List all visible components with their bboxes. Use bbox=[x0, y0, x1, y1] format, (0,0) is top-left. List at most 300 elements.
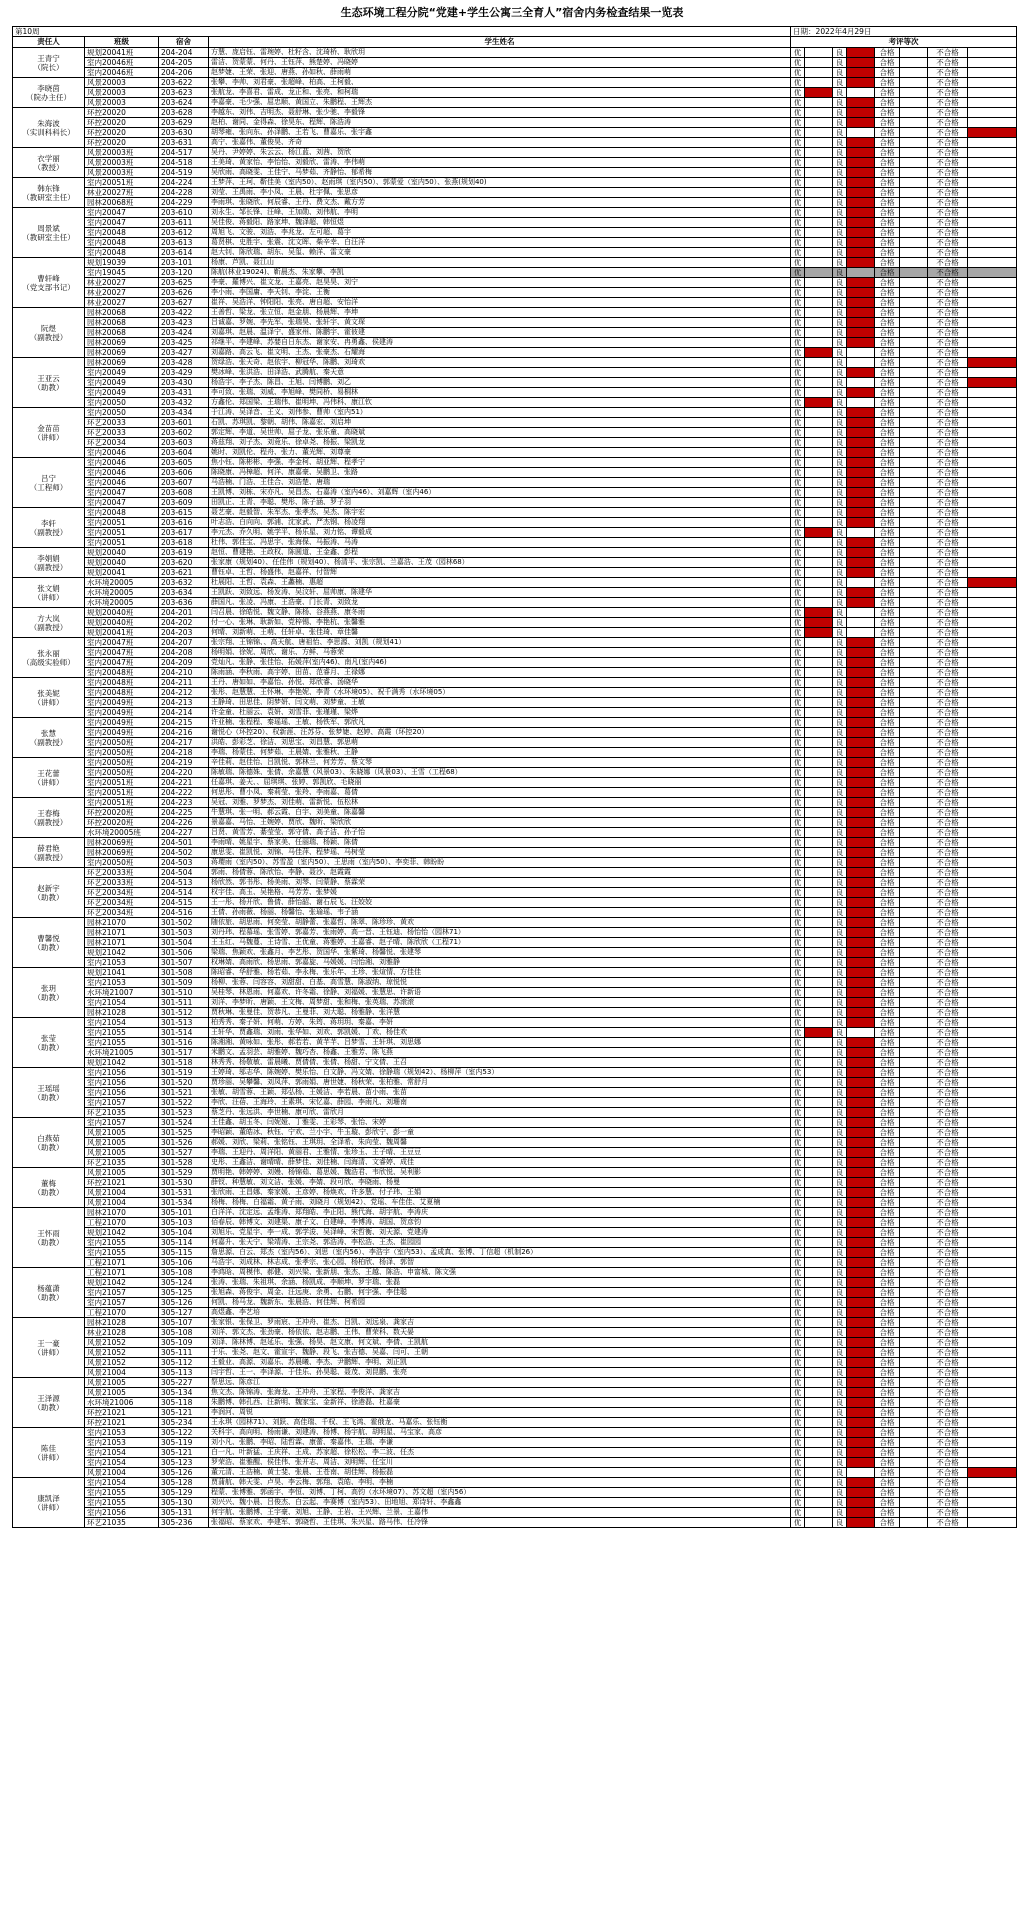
grade-label: 不合格 bbox=[928, 278, 968, 288]
grade-mark-cell bbox=[968, 848, 1017, 858]
grade-label: 优 bbox=[791, 1418, 805, 1428]
students-cell: 王一彤、杨开欣、鲁倩、薛怡韶、谢石辰飞、汪姣姣 bbox=[209, 898, 791, 908]
grade-mark-cell bbox=[900, 1088, 928, 1098]
table-row bbox=[13, 398, 1017, 408]
grade-mark bbox=[968, 358, 1017, 368]
grade-label: 不合格 bbox=[928, 978, 968, 988]
grade-label: 合格 bbox=[875, 498, 900, 508]
class-cell: 室内21056 bbox=[85, 1068, 159, 1078]
students-cell: 高煜鑫、李艺培 bbox=[209, 1308, 791, 1318]
students-cell: 刘洋、李梦昕、唐颖、王文梅、周梦甜、张和梅、张英瑞、苏滚滚 bbox=[209, 998, 791, 1008]
students-cell: 王玉红、马魏蔓、王诗雪、王优童、蒋雅婷、王嘉睿、赵子晴、陈欣欣（工程71） bbox=[209, 938, 791, 948]
table-row bbox=[13, 718, 1017, 728]
grade-mark-cell bbox=[968, 1408, 1017, 1418]
grade-mark-cell bbox=[900, 358, 928, 368]
grade-label: 不合格 bbox=[928, 868, 968, 878]
grade-mark-cell bbox=[968, 468, 1017, 478]
grade-label: 良 bbox=[833, 838, 847, 848]
col-dorm: 宿舍 bbox=[159, 37, 209, 48]
grade-label: 不合格 bbox=[928, 1108, 968, 1118]
table-row bbox=[13, 538, 1017, 548]
students-cell: 何嘉升、张天宁、梁靖涛、王宗尧、郭浩涛、李松浩、王杰、崔园园 bbox=[209, 1238, 791, 1248]
class-cell: 风景21004 bbox=[85, 1368, 159, 1378]
responsible-title: （副教授） bbox=[29, 852, 68, 862]
grade-mark-cell bbox=[805, 578, 833, 588]
grade-mark-cell bbox=[968, 398, 1017, 408]
grade-label: 合格 bbox=[875, 1328, 900, 1338]
grade-mark-cell bbox=[968, 368, 1017, 378]
grade-mark bbox=[847, 1328, 875, 1338]
grade-label: 合格 bbox=[875, 1278, 900, 1288]
grade-label: 良 bbox=[833, 628, 847, 638]
class-cell: 园林20069 bbox=[85, 338, 159, 348]
grade-label: 不合格 bbox=[928, 458, 968, 468]
students-cell: 陈晓康、冯樟超、何洋、康嘉豪、吴鹏卫、张路 bbox=[209, 468, 791, 478]
grade-mark bbox=[847, 488, 875, 498]
table-row bbox=[13, 748, 1017, 758]
grade-label: 不合格 bbox=[928, 918, 968, 928]
responsible-title: （副教授） bbox=[29, 527, 68, 537]
grade-label: 合格 bbox=[875, 1048, 900, 1058]
grade-label: 优 bbox=[791, 1198, 805, 1208]
grade-label: 合格 bbox=[875, 958, 900, 968]
grade-label: 良 bbox=[833, 1248, 847, 1258]
class-cell: 园林20069班 bbox=[85, 848, 159, 858]
grade-label: 良 bbox=[833, 748, 847, 758]
grade-mark bbox=[847, 408, 875, 418]
grade-label: 优 bbox=[791, 1058, 805, 1068]
responsible-name: 李轩 bbox=[41, 518, 56, 528]
responsible-cell bbox=[13, 508, 85, 548]
grade-label: 合格 bbox=[875, 1438, 900, 1448]
grade-label: 不合格 bbox=[928, 768, 968, 778]
dorm-cell: 305-115 bbox=[159, 1248, 209, 1258]
class-cell: 室内20046 bbox=[85, 478, 159, 488]
grade-label: 不合格 bbox=[928, 438, 968, 448]
grade-label: 优 bbox=[791, 98, 805, 108]
table-row bbox=[13, 1338, 1017, 1348]
grade-mark-cell bbox=[805, 1108, 833, 1118]
grade-label: 不合格 bbox=[928, 148, 968, 158]
grade-mark-cell bbox=[968, 1118, 1017, 1128]
dorm-cell: 203-613 bbox=[159, 238, 209, 248]
grade-label: 不合格 bbox=[928, 558, 968, 568]
dorm-cell: 301-525 bbox=[159, 1128, 209, 1138]
table-row bbox=[13, 998, 1017, 1008]
grade-label: 不合格 bbox=[928, 478, 968, 488]
grade-mark bbox=[847, 198, 875, 208]
grade-label: 不合格 bbox=[928, 848, 968, 858]
class-cell: 环控20020班 bbox=[85, 818, 159, 828]
grade-label: 不合格 bbox=[928, 958, 968, 968]
grade-label: 不合格 bbox=[928, 428, 968, 438]
grade-mark bbox=[847, 908, 875, 918]
grade-label: 合格 bbox=[875, 98, 900, 108]
grade-mark bbox=[847, 288, 875, 298]
dorm-cell: 305-111 bbox=[159, 1348, 209, 1358]
students-cell: 王美琦、黄家怡、李怡怡、刘毅欣、雷涛、李伟萌 bbox=[209, 158, 791, 168]
class-cell: 工程21070 bbox=[85, 1308, 159, 1318]
grade-mark-cell bbox=[805, 1198, 833, 1208]
responsible-title: （讲师） bbox=[33, 1347, 64, 1357]
table-row bbox=[13, 938, 1017, 948]
class-cell: 室内20050 bbox=[85, 398, 159, 408]
grade-mark bbox=[847, 848, 875, 858]
grade-label: 良 bbox=[833, 558, 847, 568]
grade-label: 不合格 bbox=[928, 1438, 968, 1448]
grade-mark-cell bbox=[968, 1268, 1017, 1278]
students-cell: 李雨琪、张晓欣、何辰睿、王丹、费文杰、戴方芳 bbox=[209, 198, 791, 208]
responsible-cell bbox=[13, 408, 85, 458]
grade-mark-cell bbox=[968, 388, 1017, 398]
grade-label: 优 bbox=[791, 1488, 805, 1498]
grade-mark-cell bbox=[900, 138, 928, 148]
grade-mark-cell bbox=[805, 848, 833, 858]
grade-mark-cell bbox=[900, 1078, 928, 1088]
grade-mark-cell bbox=[900, 58, 928, 68]
grade-label: 良 bbox=[833, 978, 847, 988]
grade-label: 不合格 bbox=[928, 528, 968, 538]
grade-label: 优 bbox=[791, 608, 805, 618]
class-cell: 室内21056 bbox=[85, 1078, 159, 1088]
class-cell: 风景20003 bbox=[85, 88, 159, 98]
grade-mark-cell bbox=[900, 888, 928, 898]
grade-mark-cell bbox=[900, 1158, 928, 1168]
grade-label: 不合格 bbox=[928, 1398, 968, 1408]
class-cell: 水环境21006 bbox=[85, 1398, 159, 1408]
grade-mark-cell bbox=[968, 198, 1017, 208]
grade-label: 优 bbox=[791, 1008, 805, 1018]
grade-mark-cell bbox=[805, 1498, 833, 1508]
grade-mark-cell bbox=[968, 1508, 1017, 1518]
dorm-cell: 305-121 bbox=[159, 1448, 209, 1458]
students-cell: 刘旭乐、党星宇、李一成、郭学浚、吴泽峰、宋哲衡、刘天源、党建涛 bbox=[209, 1228, 791, 1238]
info-row bbox=[13, 27, 1017, 37]
grade-mark-cell bbox=[805, 938, 833, 948]
table-row bbox=[13, 1488, 1017, 1498]
grade-mark-cell bbox=[900, 988, 928, 998]
grade-mark bbox=[847, 318, 875, 328]
grade-label: 合格 bbox=[875, 1088, 900, 1098]
table-row bbox=[13, 128, 1017, 138]
students-cell: 詹思源、白云、郑杰（室内56）、刘思（室内56）、李浩宇（室内53）、孟成真、张博、丁信超（机制26） bbox=[209, 1248, 791, 1258]
grade-label: 良 bbox=[833, 1148, 847, 1158]
grade-label: 合格 bbox=[875, 628, 900, 638]
grade-mark-cell bbox=[968, 228, 1017, 238]
table-row bbox=[13, 958, 1017, 968]
grade-mark-cell bbox=[968, 478, 1017, 488]
grade-label: 优 bbox=[791, 438, 805, 448]
grade-mark bbox=[847, 1308, 875, 1318]
grade-label: 良 bbox=[833, 1338, 847, 1348]
grade-label: 良 bbox=[833, 208, 847, 218]
class-cell: 林业20027班 bbox=[85, 188, 159, 198]
grade-mark-cell bbox=[968, 1038, 1017, 1048]
grade-mark-cell bbox=[900, 518, 928, 528]
class-cell: 室内21055 bbox=[85, 1028, 159, 1038]
col-students: 学生姓名 bbox=[209, 37, 791, 48]
table-row bbox=[13, 138, 1017, 148]
students-cell: 何思彤、曹小凤、秦莉莹、张羚、李雨嘉、葛倩 bbox=[209, 788, 791, 798]
table-row bbox=[13, 1188, 1017, 1198]
grade-label: 良 bbox=[833, 988, 847, 998]
class-cell: 室内20051班 bbox=[85, 778, 159, 788]
grade-label: 良 bbox=[833, 1038, 847, 1048]
grade-mark-cell bbox=[968, 178, 1017, 188]
grade-label: 合格 bbox=[875, 1488, 900, 1498]
grade-label: 良 bbox=[833, 68, 847, 78]
grade-label: 优 bbox=[791, 208, 805, 218]
class-cell: 室内21053 bbox=[85, 1438, 159, 1448]
grade-mark-cell bbox=[968, 448, 1017, 458]
grade-mark-cell bbox=[805, 1468, 833, 1478]
grade-label: 良 bbox=[833, 428, 847, 438]
grade-label: 不合格 bbox=[928, 1478, 968, 1488]
students-cell: 樊冰峰、张洪浩、田泽浩、武腾航、秦天意 bbox=[209, 368, 791, 378]
grade-label: 不合格 bbox=[928, 1498, 968, 1508]
dorm-cell: 301-514 bbox=[159, 1028, 209, 1038]
students-cell: 赵恒、曹建艳、王政权、陈圆道、王金鑫、彭程 bbox=[209, 548, 791, 558]
students-cell: 陈昭睿、华舒雅、杨若茹、李永梅、张乐年、王珍、张煊情、方佳佳 bbox=[209, 968, 791, 978]
table-row bbox=[13, 1018, 1017, 1028]
dorm-cell: 204-519 bbox=[159, 168, 209, 178]
students-cell: 洪皓、彭彩芝、徐洁、刘思宝、刘昌慧、郭思萌 bbox=[209, 738, 791, 748]
grade-mark-cell bbox=[900, 568, 928, 578]
grade-mark bbox=[847, 1138, 875, 1148]
grade-mark-cell bbox=[968, 428, 1017, 438]
table-row bbox=[13, 108, 1017, 118]
dorm-cell: 204-215 bbox=[159, 718, 209, 728]
students-cell: 史彤、王鑫洁、谢晴晴、薛梦佳、刘佳楠、闫海清、文睿婷、成佳 bbox=[209, 1158, 791, 1168]
table-row bbox=[13, 1218, 1017, 1228]
dorm-cell: 204-227 bbox=[159, 828, 209, 838]
grade-label: 优 bbox=[791, 1268, 805, 1278]
class-cell: 环艺21035 bbox=[85, 1518, 159, 1528]
grade-label: 不合格 bbox=[928, 1268, 968, 1278]
students-cell: 贾明艳、韩婷婷、刘嫚、杨锦茹、葛思媛、魏浩君、韦欣悦、吴利影 bbox=[209, 1168, 791, 1178]
grade-label: 优 bbox=[791, 1238, 805, 1248]
grade-mark bbox=[847, 998, 875, 1008]
grade-label: 良 bbox=[833, 1218, 847, 1228]
grade-label: 不合格 bbox=[928, 998, 968, 1008]
students-cell: 张欣雨、王昌娜、秦家媛、王彦婷、杨焕欢、许多慧、付子玮、王娟 bbox=[209, 1188, 791, 1198]
grade-mark bbox=[847, 818, 875, 828]
grade-mark-cell bbox=[805, 1338, 833, 1348]
students-cell: 吕诚嘉、罗婉、李先军、张瑞昊、张轩宇、黄文琛 bbox=[209, 318, 791, 328]
grade-mark-cell bbox=[968, 458, 1017, 468]
grade-mark-cell bbox=[900, 1418, 928, 1428]
dorm-cell: 204-502 bbox=[159, 848, 209, 858]
responsible-name: 张玥 bbox=[41, 983, 56, 993]
grade-label: 良 bbox=[833, 1308, 847, 1318]
students-cell: 梁瑞、焦颖欢、张鑫月、李艺彤、贺国华、张紫琦、杨馨悦、张建琴 bbox=[209, 948, 791, 958]
responsible-cell bbox=[13, 608, 85, 638]
grade-label: 合格 bbox=[875, 1068, 900, 1078]
grade-mark-cell bbox=[900, 438, 928, 448]
grade-label: 不合格 bbox=[928, 928, 968, 938]
dorm-cell: 204-214 bbox=[159, 708, 209, 718]
responsible-name: 张永丽 bbox=[37, 648, 60, 658]
dorm-cell: 305-101 bbox=[159, 1208, 209, 1218]
table-row bbox=[13, 288, 1017, 298]
grade-mark bbox=[847, 308, 875, 318]
grade-mark-cell bbox=[805, 638, 833, 648]
dorm-cell: 203-623 bbox=[159, 88, 209, 98]
grade-mark-cell bbox=[900, 1178, 928, 1188]
class-cell: 室内20048 bbox=[85, 238, 159, 248]
responsible-cell bbox=[13, 718, 85, 758]
table-row bbox=[13, 878, 1017, 888]
class-cell: 水环境21005 bbox=[85, 1048, 159, 1058]
grade-mark-cell bbox=[968, 528, 1017, 538]
class-cell: 水环境20005 bbox=[85, 578, 159, 588]
grade-label: 合格 bbox=[875, 418, 900, 428]
grade-label: 良 bbox=[833, 1028, 847, 1038]
grade-mark-cell bbox=[805, 128, 833, 138]
grade-label: 优 bbox=[791, 868, 805, 878]
grade-mark-cell bbox=[900, 338, 928, 348]
grade-label: 良 bbox=[833, 398, 847, 408]
dorm-cell: 301-509 bbox=[159, 978, 209, 988]
grade-label: 良 bbox=[833, 468, 847, 478]
grade-label: 良 bbox=[833, 668, 847, 678]
grade-label: 优 bbox=[791, 658, 805, 668]
grade-mark bbox=[847, 758, 875, 768]
grade-label: 优 bbox=[791, 1498, 805, 1508]
grade-mark-cell bbox=[805, 1428, 833, 1438]
grade-label: 良 bbox=[833, 358, 847, 368]
grade-mark-cell bbox=[900, 628, 928, 638]
grade-label: 不合格 bbox=[928, 238, 968, 248]
grade-mark-cell bbox=[805, 1458, 833, 1468]
grade-label: 不合格 bbox=[928, 1468, 968, 1478]
grade-mark-cell bbox=[968, 798, 1017, 808]
grade-mark-cell bbox=[900, 158, 928, 168]
students-cell: 杨康、芦凯、聂江山 bbox=[209, 258, 791, 268]
grade-mark-cell bbox=[805, 718, 833, 728]
dorm-cell: 301-521 bbox=[159, 1088, 209, 1098]
grade-mark-cell bbox=[900, 998, 928, 1008]
grade-mark-cell bbox=[805, 558, 833, 568]
grade-mark-cell bbox=[805, 118, 833, 128]
class-cell: 园林20068 bbox=[85, 308, 159, 318]
grade-label: 合格 bbox=[875, 988, 900, 998]
grade-mark-cell bbox=[805, 888, 833, 898]
grade-label: 优 bbox=[791, 258, 805, 268]
grade-mark bbox=[847, 1278, 875, 1288]
grade-label: 优 bbox=[791, 328, 805, 338]
dorm-cell: 305-127 bbox=[159, 1308, 209, 1318]
grade-label: 合格 bbox=[875, 488, 900, 498]
class-cell: 室内20047 bbox=[85, 488, 159, 498]
grade-mark-cell bbox=[805, 728, 833, 738]
grade-label: 不合格 bbox=[928, 658, 968, 668]
grade-mark-cell bbox=[900, 168, 928, 178]
dorm-cell: 305-119 bbox=[159, 1438, 209, 1448]
dorm-cell: 301-528 bbox=[159, 1158, 209, 1168]
students-cell: 李越东、刘伟、吉明杰、聂舒琳、张少驰、李毅锋 bbox=[209, 108, 791, 118]
dorm-cell: 204-228 bbox=[159, 188, 209, 198]
table-row bbox=[13, 1258, 1017, 1268]
grade-label: 不合格 bbox=[928, 158, 968, 168]
grade-mark bbox=[847, 688, 875, 698]
grade-label: 优 bbox=[791, 1068, 805, 1078]
grade-label: 合格 bbox=[875, 228, 900, 238]
grade-label: 优 bbox=[791, 948, 805, 958]
grade-label: 良 bbox=[833, 388, 847, 398]
class-cell: 室内20046 bbox=[85, 468, 159, 478]
grade-mark bbox=[805, 608, 833, 618]
grade-label: 良 bbox=[833, 1108, 847, 1118]
grade-label: 优 bbox=[791, 418, 805, 428]
table-row bbox=[13, 1388, 1017, 1398]
grade-mark-cell bbox=[968, 548, 1017, 558]
dorm-cell: 203-424 bbox=[159, 328, 209, 338]
grade-mark-cell bbox=[805, 288, 833, 298]
grade-label: 不合格 bbox=[928, 308, 968, 318]
grade-mark bbox=[847, 108, 875, 118]
grade-label: 合格 bbox=[875, 548, 900, 558]
table-row bbox=[13, 1078, 1017, 1088]
grade-mark-cell bbox=[805, 838, 833, 848]
grade-mark bbox=[847, 1228, 875, 1238]
grade-mark-cell bbox=[805, 708, 833, 718]
grade-label: 优 bbox=[791, 1248, 805, 1258]
grade-mark-cell bbox=[968, 158, 1017, 168]
grade-mark bbox=[847, 1518, 875, 1528]
grade-label: 不合格 bbox=[928, 198, 968, 208]
grade-label: 合格 bbox=[875, 1238, 900, 1248]
grade-mark-cell bbox=[805, 438, 833, 448]
students-cell: 高宁、张嘉伟、董俊昊、齐奇 bbox=[209, 138, 791, 148]
grade-label: 优 bbox=[791, 458, 805, 468]
grade-label: 良 bbox=[833, 1228, 847, 1238]
class-cell: 室内20046 bbox=[85, 458, 159, 468]
responsible-name: 周景斌 bbox=[37, 223, 60, 233]
grade-mark bbox=[847, 768, 875, 778]
dorm-cell: 204-209 bbox=[159, 658, 209, 668]
dorm-cell: 203-425 bbox=[159, 338, 209, 348]
grade-label: 不合格 bbox=[928, 1458, 968, 1468]
dorm-cell: 203-429 bbox=[159, 368, 209, 378]
responsible-cell bbox=[13, 868, 85, 918]
responsible-title: （教研室主任） bbox=[22, 232, 75, 242]
students-cell: 崔祥、吴浩洋、钟阳阳、张亮、唐自超、安怡洋 bbox=[209, 298, 791, 308]
grade-label: 良 bbox=[833, 488, 847, 498]
dorm-cell: 203-601 bbox=[159, 418, 209, 428]
students-cell: 李瑞、王迎丹、周洋阳、黄丽君、王雅情、张珍玉、王子晴、王豆豆 bbox=[209, 1148, 791, 1158]
class-cell: 室内20051班 bbox=[85, 178, 159, 188]
grade-mark-cell bbox=[805, 308, 833, 318]
grade-label: 良 bbox=[833, 138, 847, 148]
grade-mark-cell bbox=[900, 268, 928, 278]
grade-label: 良 bbox=[833, 1118, 847, 1128]
responsible-title: （院办主任） bbox=[26, 92, 71, 102]
grade-mark-cell bbox=[805, 188, 833, 198]
responsible-name: 李娟娟 bbox=[37, 553, 60, 563]
students-cell: 李雨晴、姚星宇、蔡家美、任丽瑞、杨颖、陈倩 bbox=[209, 838, 791, 848]
class-cell: 水环境20005 bbox=[85, 588, 159, 598]
grade-mark-cell bbox=[805, 298, 833, 308]
grade-mark-cell bbox=[900, 1428, 928, 1438]
grade-mark-cell bbox=[805, 478, 833, 488]
grade-mark-cell bbox=[900, 858, 928, 868]
grade-mark-cell bbox=[805, 1448, 833, 1458]
grade-mark-cell bbox=[968, 1188, 1017, 1198]
grade-mark-cell bbox=[900, 1438, 928, 1448]
grade-mark bbox=[805, 618, 833, 628]
grade-mark bbox=[847, 298, 875, 308]
